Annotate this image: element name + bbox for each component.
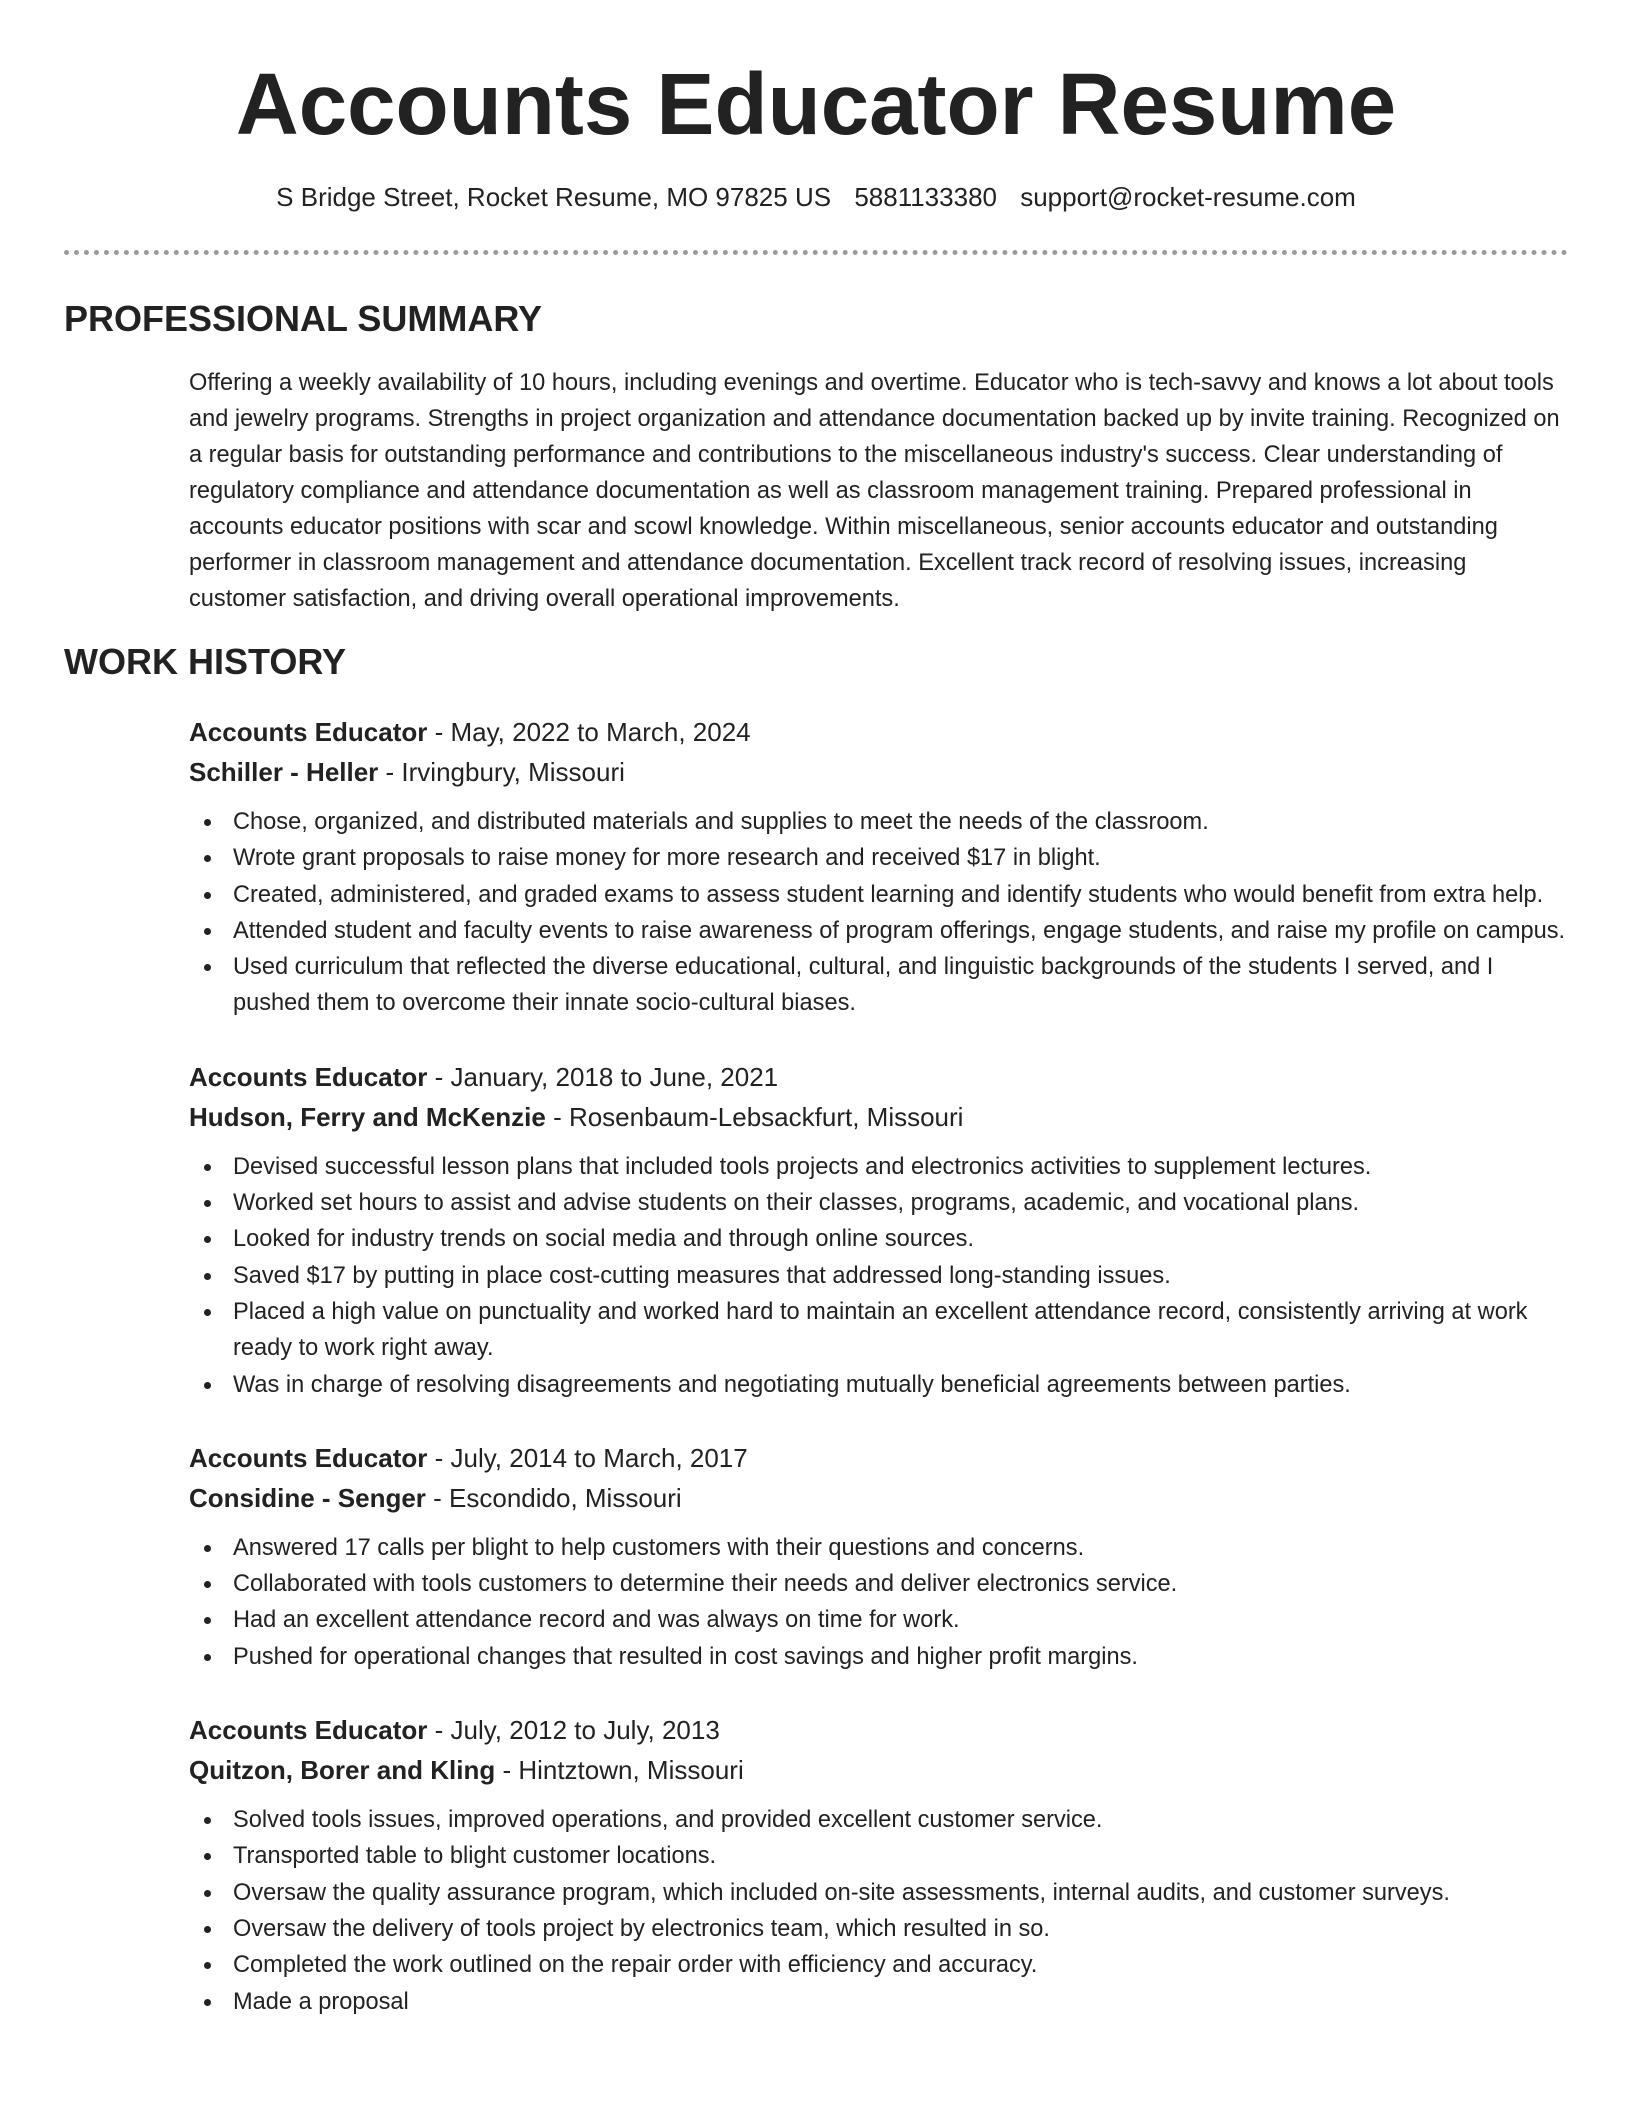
contact-phone: 5881133380: [854, 182, 997, 212]
job-duty: Had an excellent attendance record and was always on time for work.: [233, 1602, 1569, 1638]
job-company-line: [189, 1478, 1569, 1518]
job-location: - Irvingbury, Missouri: [378, 757, 625, 787]
job-company: Hudson, Ferry and McKenzie: [189, 1101, 546, 1132]
job-entry: [189, 712, 1569, 1022]
job-title-line: [189, 1710, 1569, 1750]
job-title: Accounts Educator: [189, 1061, 428, 1092]
job-dates: - January, 2018 to June, 2021: [427, 1061, 779, 1092]
job-duty: Wrote grant proposals to raise money for more research and received $17 in blight.: [233, 840, 1569, 876]
job-dates: - July, 2012 to July, 2013: [427, 1715, 720, 1746]
job-duty: Oversaw the delivery of tools project by electronics team, which resulted in so.: [233, 1911, 1569, 1947]
job-duties: [189, 1149, 1569, 1403]
job-title: Accounts Educator: [189, 717, 428, 747]
job-company-line: [189, 1097, 1569, 1137]
job-title: Accounts Educator: [189, 1442, 428, 1473]
job-duty: Collaborated with tools customers to determine their needs and deliver electronics service.: [233, 1566, 1569, 1602]
job-duty: Looked for industry trends on social media and through online sources.: [233, 1221, 1569, 1257]
job-duty: Solved tools issues, improved operations, and provided excellent customer service.: [233, 1802, 1569, 1838]
job-duty: Used curriculum that reflected the diverse educational, cultural, and linguistic backgrounds of the students I served, and I pushed them to overcome their innate socio-cultural biases.: [233, 949, 1569, 1022]
contact-address: S Bridge Street, Rocket Resume, MO 97825 US: [276, 182, 832, 212]
job-company: Considine - Senger: [189, 1482, 426, 1513]
job-title-line: [189, 1057, 1569, 1097]
job-location: - Hintztown, Missouri: [495, 1755, 744, 1786]
job-duty: Made a proposal: [233, 1984, 1569, 2020]
job-duty: Attended student and faculty events to raise awareness of program offerings, engage students, and raise my profile on campus.: [233, 913, 1569, 949]
job-title-line: [189, 1438, 1569, 1478]
job-duty: Saved $17 by putting in place cost-cutting measures that addressed long-standing issues.: [233, 1258, 1569, 1294]
job-duties: [189, 1802, 1569, 2020]
job-dates: - July, 2014 to March, 2017: [427, 1442, 748, 1473]
job-location: - Rosenbaum-Lebsackfurt, Missouri: [545, 1101, 964, 1132]
job-duty: Oversaw the quality assurance program, which included on-site assessments, internal audits, and customer surveys.: [233, 1875, 1569, 1911]
header-divider: [64, 250, 1568, 255]
job-duty: Worked set hours to assist and advise students on their classes, programs, academic, and vocational plans.: [233, 1185, 1569, 1221]
job-duties: [189, 1530, 1569, 1675]
job-duty: Devised successful lesson plans that included tools projects and electronics activities to supplement lectures.: [233, 1149, 1569, 1185]
job-duty: Answered 17 calls per blight to help customers with their questions and concerns.: [233, 1530, 1569, 1566]
contact-line: [0, 180, 1632, 214]
job-duty: Pushed for operational changes that resulted in cost savings and higher profit margins.: [233, 1639, 1569, 1675]
job-duty: Was in charge of resolving disagreements and negotiating mutually beneficial agreements between parties.: [233, 1367, 1569, 1403]
job-entry: [189, 1438, 1569, 1675]
job-duty: Transported table to blight customer locations.: [233, 1838, 1569, 1874]
work-history-list: [189, 712, 1569, 2055]
job-duty: Placed a high value on punctuality and worked hard to maintain an excellent attendance record, consistently arriving at work ready to work right away.: [233, 1294, 1569, 1367]
job-company-line: [189, 1750, 1569, 1790]
job-company: Quitzon, Borer and Kling: [189, 1755, 496, 1786]
job-company: Schiller - Heller: [189, 757, 379, 787]
job-entry: [189, 1057, 1569, 1403]
summary-heading: PROFESSIONAL SUMMARY: [64, 298, 543, 339]
summary-text: Offering a weekly availability of 10 hours, including evenings and overtime. Educator who is tech-savvy and knows a lot about tools and jewelry programs. Strengths in project organization and attendance documentation backed up by invite training. Recognized on a regular basis for outstanding performance and contributions to the miscellaneous industry's success. Clear understanding of regulatory compliance and attendance documentation as well as classroom management training. Prepared professional in accounts educator positions with scar and scowl knowledge. Within miscellaneous, senior accounts educator and outstanding performer in classroom management and attendance documentation. Excellent track record of resolving issues, increasing customer satisfaction, and driving overall operational improvements.: [189, 370, 1560, 612]
job-title-line: [189, 712, 1569, 752]
job-duty: Completed the work outlined on the repair order with efficiency and accuracy.: [233, 1947, 1569, 1983]
job-company-line: [189, 752, 1569, 792]
job-title: Accounts Educator: [189, 1715, 428, 1746]
resume-title: Accounts Educator Resume: [235, 56, 1397, 153]
job-duty: Chose, organized, and distributed materials and supplies to meet the needs of the classroom.: [233, 804, 1569, 840]
job-duty: Created, administered, and graded exams to assess student learning and identify students who would benefit from extra help.: [233, 877, 1569, 913]
job-dates: - May, 2022 to March, 2024: [427, 717, 751, 747]
job-location: - Escondido, Missouri: [425, 1482, 682, 1513]
work-history-heading: WORK HISTORY: [64, 641, 347, 682]
job-duties: [189, 804, 1569, 1022]
contact-email: support@rocket-resume.com: [1020, 182, 1356, 212]
job-entry: [189, 1710, 1569, 2020]
